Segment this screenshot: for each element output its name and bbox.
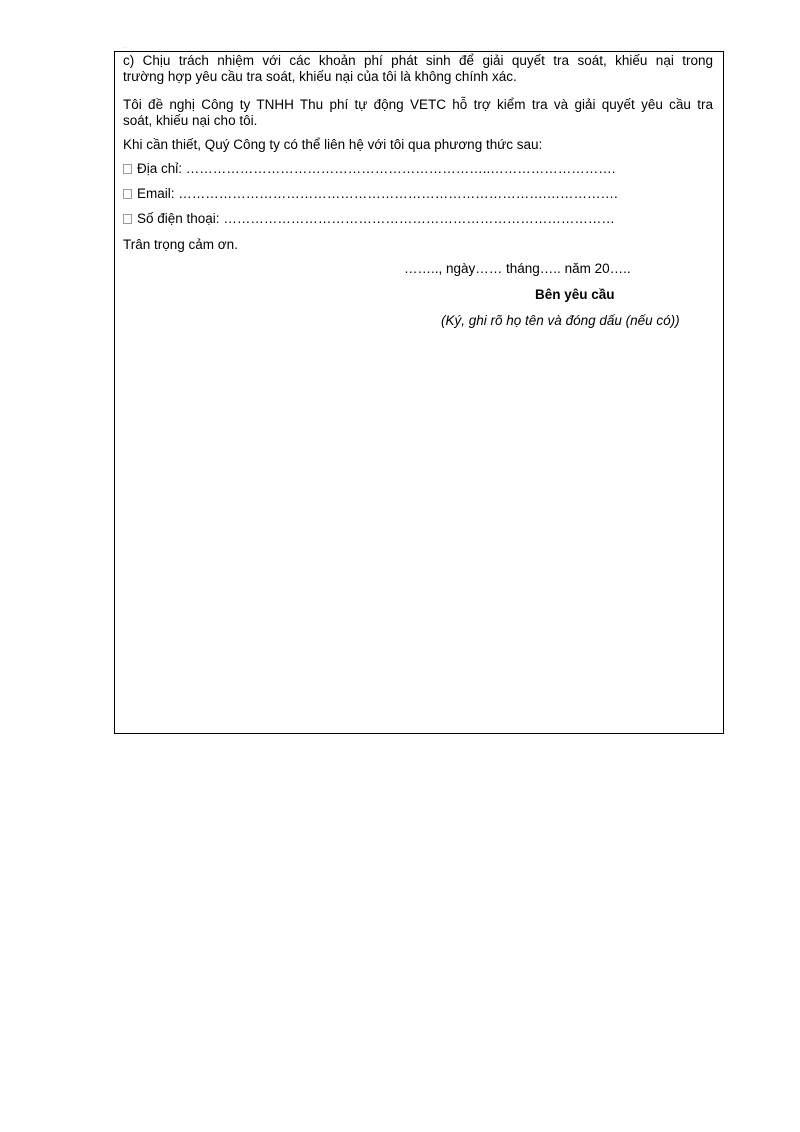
email-field: [123, 186, 713, 202]
form-content: [123, 53, 713, 252]
request-form-box: [114, 51, 724, 734]
paragraph-c-line-2: trường hợp yêu cầu tra soát, khiếu nại của tôi là không chính xác.: [123, 69, 517, 84]
signer-note: (Ký, ghi rõ họ tên và đóng dấu (nếu có)): [441, 313, 680, 328]
paragraph-c: [123, 53, 713, 85]
request-paragraph-line-2: soát, khiếu nại cho tôi.: [123, 113, 258, 128]
checkbox-icon: [123, 164, 132, 174]
date-line: …….., ngày…… tháng….. năm 20…..: [404, 261, 631, 276]
address-field-label: Địa chỉ: …………………………………………………………..……………………….: [137, 161, 616, 176]
page-mark: —: [123, 44, 127, 49]
closing-text: Trân trọng cảm ơn.: [123, 237, 238, 252]
request-paragraph: [123, 97, 713, 129]
request-paragraph-line-1: Tôi đề nghị Công ty TNHH Thu phí tự động VETC hỗ trợ kiểm tra và giải quyết yêu cầu tra: [123, 97, 713, 112]
email-field-label: Email: ……………………………………………………………………….…………….: [137, 186, 618, 201]
phone-field-label: Số điện thoại: ……………………………………………………………………………: [137, 211, 615, 226]
checkbox-icon: [123, 214, 132, 224]
address-field: [123, 161, 713, 177]
checkbox-icon: [123, 189, 132, 199]
paragraph-c-line-1: c) Chịu trách nhiệm với các khoản phí phát sinh để giải quyết tra soát, khiếu nại trong: [123, 53, 713, 68]
contact-intro: Khi cần thiết, Quý Công ty có thể liên hệ với tôi qua phương thức sau:: [123, 137, 543, 152]
signer-title: Bên yêu cầu: [535, 287, 615, 302]
phone-field: [123, 211, 713, 227]
